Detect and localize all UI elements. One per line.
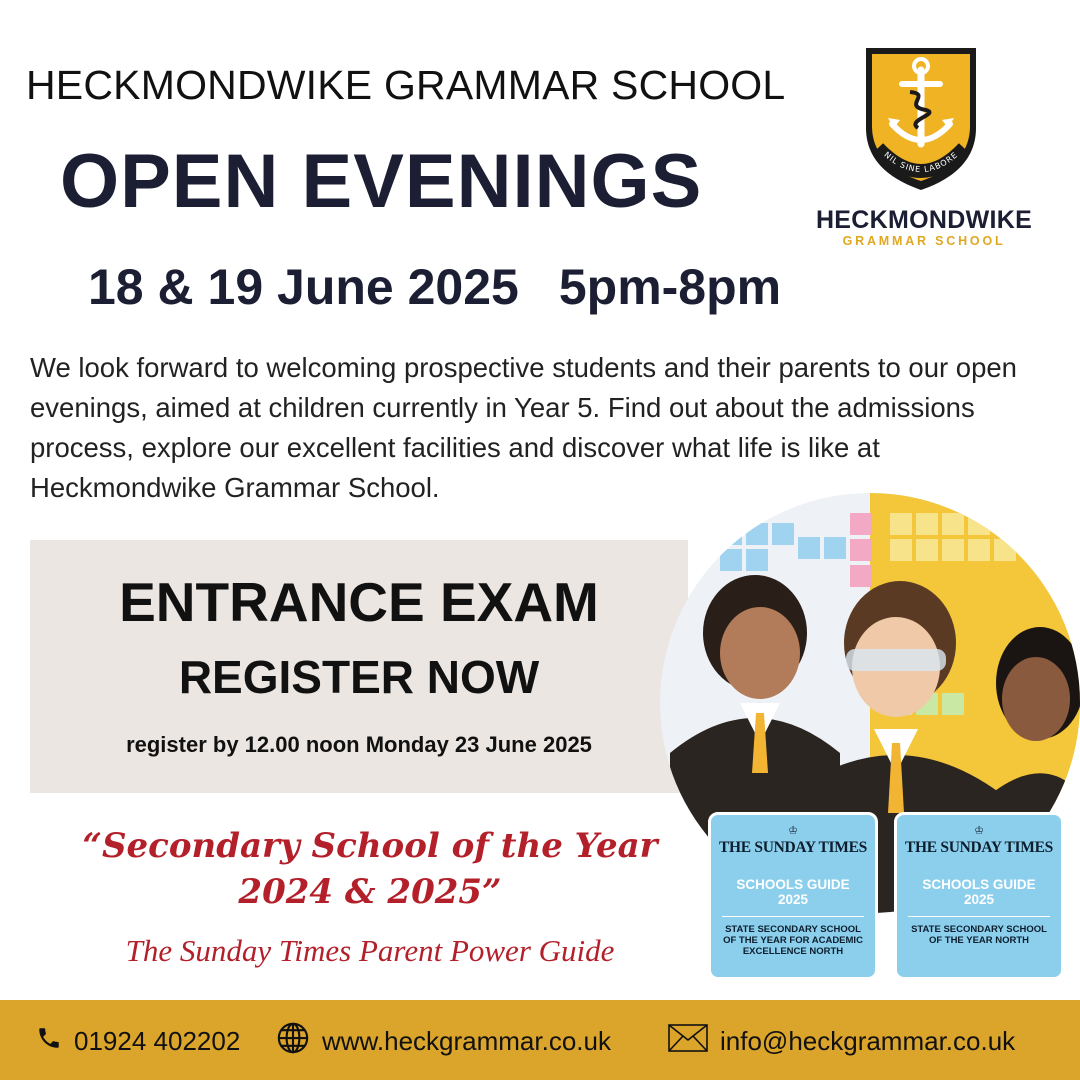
school-crest-icon (862, 44, 980, 192)
phone-contact[interactable] (36, 1024, 240, 1058)
badge-paper: THE SUNDAY TIMES (719, 839, 867, 856)
website-link[interactable] (276, 1024, 611, 1058)
badge-rule (722, 916, 864, 917)
headline: OPEN EVENINGS (60, 139, 703, 224)
register-now-cta[interactable]: REGISTER NOW (178, 651, 540, 703)
award-badge (708, 812, 878, 980)
globe-icon (276, 1021, 310, 1062)
award-badge (894, 812, 1064, 980)
phone-icon (36, 1025, 62, 1058)
exam-deadline: register by 12.00 noon Monday 23 June 2025 (126, 732, 592, 757)
badge-year: 2025 (777, 892, 809, 907)
newspaper-crest-icon: ♔ (974, 825, 984, 837)
time-text: 5pm-8pm (558, 259, 782, 315)
school-name: HECKMONDWIKE GRAMMAR SCHOOL (26, 62, 786, 108)
crest-motto: NIL SINE LABORE (882, 150, 960, 175)
badge-guide: SCHOOLS GUIDE (736, 877, 850, 892)
mail-icon (668, 1024, 708, 1059)
email-address: info@heckgrammar.co.uk (720, 1025, 1016, 1056)
website-url: www.heckgrammar.co.uk (322, 1025, 611, 1056)
exam-panel (30, 540, 688, 793)
badge-award: STATE SECONDARY SCHOOL OF THE YEAR FOR ACADEMIC EXCELLENCE NORTH (723, 924, 863, 957)
newspaper-crest-icon: ♔ (788, 825, 798, 837)
brand-name: HECKMONDWIKE (815, 206, 1033, 234)
intro-paragraph: We look forward to welcoming prospective students and their parents to our open evenings, aimed at children currently in Year 5. Find out about the admissions process, explore our excellent facilities and discover what life is like at Heckmondwike Grammar School. (30, 352, 1017, 503)
badge-award: STATE SECONDARY SCHOOL OF THE YEAR NORTH (911, 924, 1047, 946)
contact-footer (0, 1000, 1080, 1080)
brand-subtitle: GRAMMAR SCHOOL (842, 234, 1006, 248)
badge-paper: THE SUNDAY TIMES (905, 839, 1053, 856)
dates-text: 18 & 19 June 2025 (88, 259, 519, 315)
phone-number: 01924 402202 (74, 1025, 241, 1056)
exam-title: ENTRANCE EXAM (119, 571, 599, 633)
quote-source: The Sunday Times Parent Power Guide (125, 933, 615, 968)
badge-year: 2025 (963, 892, 995, 907)
badge-guide: SCHOOLS GUIDE (922, 877, 1036, 892)
badge-rule (908, 916, 1050, 917)
email-link[interactable] (668, 1024, 1015, 1058)
award-quote: “Secondary School of the Year 2024 & 2025” (82, 826, 658, 912)
event-dates (88, 258, 781, 316)
